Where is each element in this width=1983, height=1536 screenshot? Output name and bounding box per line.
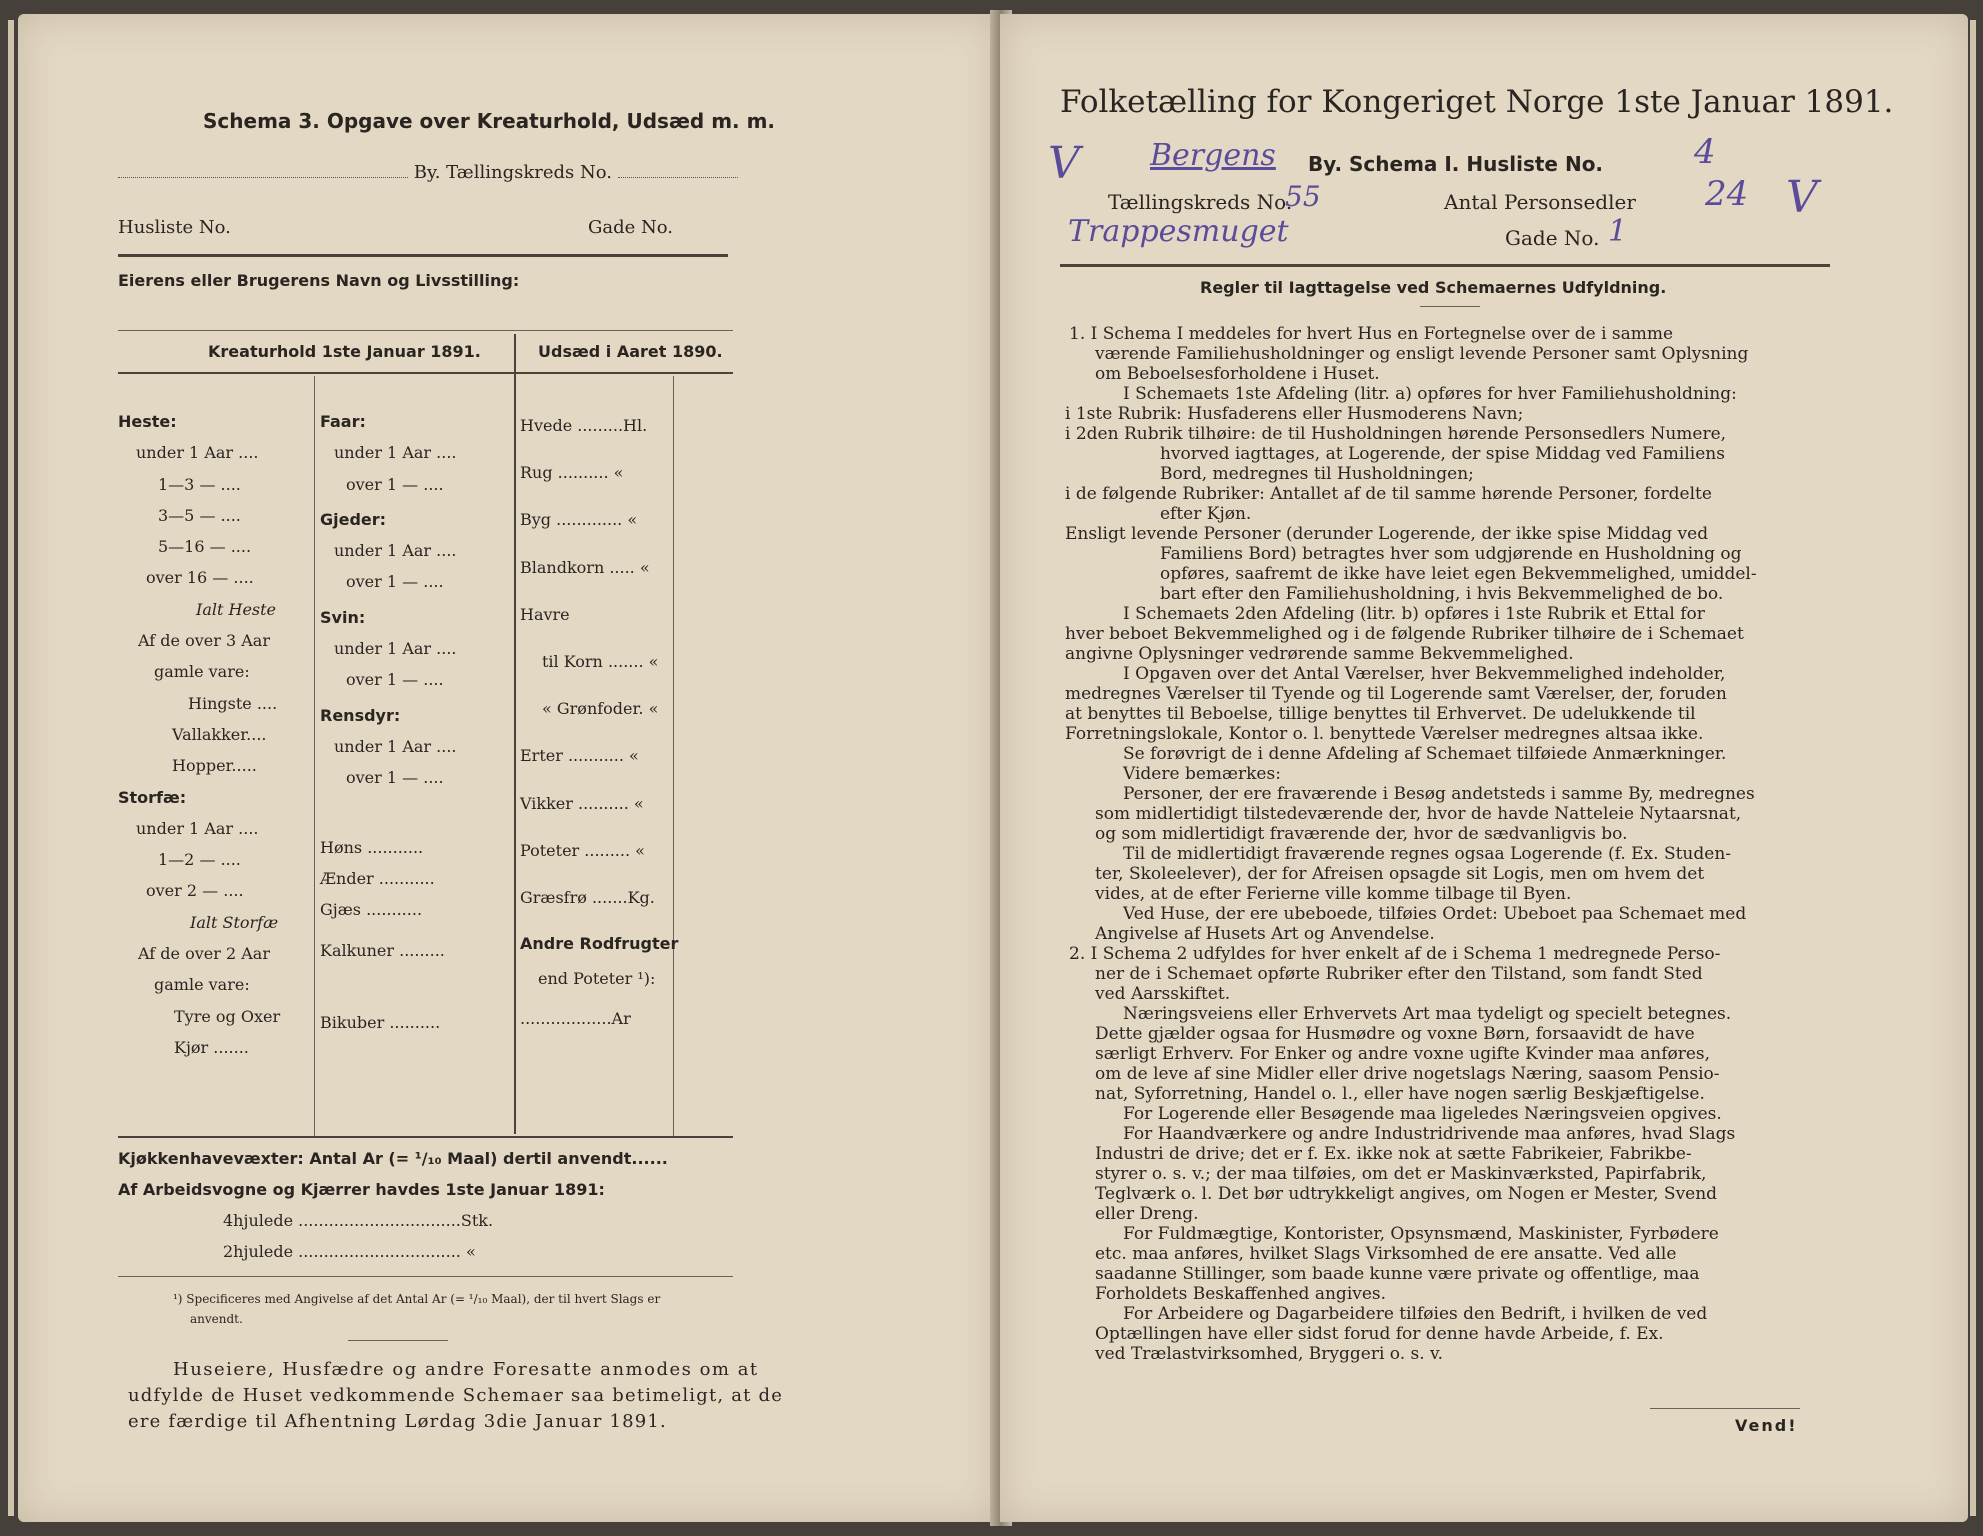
kreatur-column-1 <box>118 406 280 1063</box>
rule-line: I Opgaven over det Antal Værelser, hver Bekvemmelighed indeholder, <box>1123 664 1726 684</box>
rule-line: værende Familiehusholdninger og ensligt levende Personer samt Oplysning <box>1095 344 1749 364</box>
storfae-label: Storfæ: <box>118 787 187 807</box>
rule-line: eller Dreng. <box>1095 1204 1199 1224</box>
row-label: Høns ........... <box>320 837 424 857</box>
rule <box>118 1136 733 1138</box>
rules-text <box>1055 324 1835 1364</box>
kreatur-column-2 <box>320 406 457 1038</box>
rule-line: Forretningslokale, Kontor o. l. benyttede Værelser medregnes altsaa ikke. <box>1065 724 1704 744</box>
husliste-label: Husliste No. <box>118 217 231 238</box>
row-label: Byg ............. « <box>520 510 638 530</box>
handwritten-husliste-no: 4 <box>1694 132 1716 172</box>
ialt-heste: Ialt Heste <box>196 599 277 619</box>
handwritten-check-mark: V <box>1048 138 1080 189</box>
rule-line: Dette gjælder ogsaa for Husmødre og voxne Børn, forsaavidt de have <box>1095 1024 1695 1044</box>
page-edge <box>1970 20 1976 1516</box>
column-divider <box>314 376 315 1136</box>
rule-line: Ensligt levende Personer (derunder Logerende, der ikke spise Middag ved <box>1065 524 1709 544</box>
rule-line: i de følgende Rubriker: Antallet af de til samme hørende Personer, fordelte <box>1065 484 1712 504</box>
row-label: over 1 — .... <box>346 572 444 592</box>
rule-line: Optællingen have eller sidst forud for denne havde Arbeide, f. Ex. <box>1095 1324 1664 1344</box>
rule-line: Angivelse af Husets Art og Anvendelse. <box>1095 924 1435 944</box>
rule-line: styrer o. s. v.; der maa tilføies, om det er Maskinværksted, Papirfabrik, <box>1095 1164 1707 1184</box>
rule <box>118 372 733 374</box>
row-label: 5—16 — .... <box>158 537 252 557</box>
row-label: Hopper..... <box>172 756 257 776</box>
row-label: Græsfrø .......Kg. <box>520 888 655 908</box>
rule-line: angivne Oplysninger vedrørende samme Bekvemmelighed. <box>1065 644 1574 664</box>
handwritten-gade-no: 1 <box>1608 214 1628 249</box>
right-page <box>1000 14 1968 1522</box>
spacer <box>320 967 457 1007</box>
kjokken-label: Kjøkkenhavevæxter: Antal Ar (= ¹/₁₀ Maal) dertil anvendt...... <box>118 1149 668 1168</box>
rule-line: opføres, saafremt de ikke have leiet egen Bekvemmelighed, umiddel- <box>1160 564 1757 584</box>
row-label: Af de over 2 Aar <box>138 944 270 964</box>
rule-line: I Schemaets 1ste Afdeling (litr. a) opføres for hver Familiehusholdning: <box>1123 384 1737 404</box>
row-label: Ænder ........... <box>320 868 435 888</box>
faar-label: Faar: <box>320 412 366 431</box>
rule-line: Industri de drive; det er f. Ex. ikke nok at sætte Fabrikeier, Fabrikbe- <box>1095 1144 1692 1164</box>
row-label: over 1 — .... <box>346 474 444 494</box>
handwritten-city: Bergens <box>1150 138 1276 173</box>
rule-line: ter, Skoleelever), der for Afreisen opsagde sit Logis, men om hvem det <box>1095 864 1705 884</box>
row-label: over 1 — .... <box>346 670 444 690</box>
rule-line: Ved Huse, der ere ubeboede, tilføies Ordet: Ubeboet paa Schemaet med <box>1123 904 1747 924</box>
rensdyr-label: Rensdyr: <box>320 705 401 725</box>
rule-line: For Arbeidere og Dagarbeidere tilføies den Bedrift, i hvilken de ved <box>1123 1304 1708 1324</box>
svin-label: Svin: <box>320 607 366 627</box>
rule-line: at benyttes til Beboelse, tillige benyttes til Erhvervet. De udelukkende til <box>1065 704 1696 724</box>
footnote-cont: anvendt. <box>190 1312 243 1326</box>
handwritten-check-mark: V <box>1786 172 1818 223</box>
row-label: under 1 Aar .... <box>334 443 457 463</box>
rule-line: i 2den Rubrik tilhøire: de til Husholdningen hørende Personsedlers Numere, <box>1065 424 1727 444</box>
rule-line: 2. I Schema 2 udfyldes for hver enkelt af de i Schema 1 medregnede Perso- <box>1069 944 1721 964</box>
vend-label: Vend! <box>1735 1416 1798 1435</box>
antal-label: Antal Personsedler <box>1444 190 1636 214</box>
gade-label: Gade No. <box>588 217 673 238</box>
hjul2-label: 2hjulede ................................ « <box>223 1242 476 1261</box>
row-label: end Poteter ¹): <box>538 969 656 989</box>
rule <box>1650 1408 1800 1409</box>
row-label: Rug .......... « <box>520 463 624 483</box>
rule-line: Forholdets Beskaffenhed angives. <box>1095 1284 1387 1304</box>
row-label: Andre Rodfrugter <box>520 934 679 954</box>
row-label: Blandkorn ..... « <box>520 557 650 577</box>
arbeid-label: Af Arbeidsvogne og Kjærrer havdes 1ste Januar 1891: <box>118 1180 605 1199</box>
row-label: Havre <box>520 604 570 624</box>
rule <box>118 1276 733 1277</box>
rule-line: Teglværk o. l. Det bør udtrykkeligt angives, om Nogen er Mester, Svend <box>1095 1184 1718 1204</box>
gjeder-label: Gjeder: <box>320 509 387 529</box>
rule-line: om Beboelsesforholdene i Huset. <box>1095 364 1380 384</box>
row-label: Tyre og Oxer <box>174 1006 281 1026</box>
rule <box>348 1340 448 1341</box>
rule-line: i 1ste Rubrik: Husfaderens eller Husmoderens Navn; <box>1065 404 1524 424</box>
rule-line: hver beboet Bekvemmelighed og i de følgende Rubriker tilhøire de i Schemaet <box>1065 624 1744 644</box>
row-label: under 1 Aar .... <box>334 736 457 756</box>
row-label: Af de over 3 Aar <box>138 631 270 651</box>
hjul4-label: 4hjulede ................................Stk. <box>223 1211 494 1230</box>
row-label: ..................Ar <box>520 1009 631 1029</box>
row-label: Vikker .......... « <box>520 793 644 813</box>
rule-line: vides, at de efter Ferierne ville komme tilbage til Byen. <box>1095 884 1572 904</box>
udsaed-column <box>520 402 678 1039</box>
rule-line: 1. I Schema I meddeles for hvert Hus en Fortegnelse over de i samme <box>1069 324 1674 344</box>
rule-line: ved Aarsskiftet. <box>1095 984 1231 1004</box>
rule-line: ner de i Schemaet opførte Rubriker efter den Tilstand, som fandt Sted <box>1095 964 1703 984</box>
rule <box>1060 264 1830 267</box>
row-label: gamle vare: <box>154 975 250 995</box>
row-label: under 1 Aar .... <box>334 639 457 659</box>
spacer <box>320 794 457 822</box>
row-label: Hingste .... <box>188 693 278 713</box>
rule-line: bart efter den Familiehusholdning, i hvis Bekvemmelighed de bo. <box>1160 584 1724 604</box>
rule-line: nat, Syforretning, Handel o. l., eller have nogen særlig Beskjæftigelse. <box>1095 1084 1705 1104</box>
row-label: Poteter ......... « <box>520 840 645 860</box>
left-page <box>18 14 998 1522</box>
page-edge <box>8 20 14 1516</box>
closing-line-1: Huseiere, Husfædre og andre Foresatte anmodes om at <box>173 1359 759 1380</box>
rule <box>118 330 733 331</box>
row-label: over 2 — .... <box>146 881 244 901</box>
row-label: Erter ........... « <box>520 746 639 766</box>
heste-label: Heste: <box>118 412 177 431</box>
by-schema-label: By. Schema I. Husliste No. <box>1308 152 1604 176</box>
rule-line: og som midlertidigt fraværende der, hvor de sædvanligvis bo. <box>1095 824 1628 844</box>
row-label: Vallakker.... <box>172 724 267 744</box>
rule-line: For Fuldmægtige, Kontorister, Opsynsmænd, Maskinister, Fyrbødere <box>1123 1224 1719 1244</box>
handwritten-antal: 24 <box>1705 174 1749 214</box>
row-label: under 1 Aar .... <box>136 818 259 838</box>
regler-heading: Regler til Iagttagelse ved Schemaernes Udfyldning. <box>1200 278 1667 297</box>
row-label: over 16 — .... <box>146 568 254 588</box>
rule-line: For Logerende eller Besøgende maa ligeledes Næringsveien opgives. <box>1123 1104 1722 1124</box>
row-label: over 1 — .... <box>346 768 444 788</box>
row-label: 1—2 — .... <box>158 850 241 870</box>
kreds-label: Tællingskreds No. <box>1108 190 1293 214</box>
rule-line: ved Trælastvirksomhed, Bryggeri o. s. v. <box>1095 1344 1444 1364</box>
row-label: gamle vare: <box>154 662 250 682</box>
rule <box>118 254 728 257</box>
row-label: Gjæs ........... <box>320 900 423 920</box>
rule-line: etc. maa anføres, hvilket Slags Virksomhed de ere ansatte. Ved alle <box>1095 1244 1677 1264</box>
row-label: Bikuber .......... <box>320 1012 441 1032</box>
census-title: Folketælling for Kongeriget Norge 1ste Januar 1891. <box>1060 84 1894 120</box>
rule-line: Næringsveiens eller Erhvervets Art maa tydeligt og specielt betegnes. <box>1123 1004 1732 1024</box>
rule-line: om de leve af sine Midler eller drive nogetslags Næring, saasom Pensio- <box>1095 1064 1720 1084</box>
row-label: Hvede .........Hl. <box>520 416 648 435</box>
rule-line: medregnes Værelser til Tyende og til Logerende samt Værelser, der, foruden <box>1065 684 1727 704</box>
row-label: til Korn ....... « <box>542 652 659 672</box>
gade-label: Gade No. <box>1505 226 1600 250</box>
ialt-storfae: Ialt Storfæ <box>190 912 279 932</box>
column-divider <box>514 334 516 1134</box>
row-label: « Grønfoder. « <box>542 699 659 719</box>
row-label: under 1 Aar .... <box>334 541 457 561</box>
row-label: Kalkuner ......... <box>320 941 445 961</box>
rule-line: Personer, der ere fraværende i Besøg andetsteds i samme By, medregnes <box>1123 784 1755 804</box>
rule-line: Familiens Bord) betragtes hver som udgjørende en Husholdning og <box>1160 544 1742 564</box>
rule <box>1420 306 1480 307</box>
eier-label: Eierens eller Brugerens Navn og Livsstilling: <box>118 271 520 290</box>
row-label: 1—3 — .... <box>158 474 241 494</box>
rule-line: som midlertidigt tilstedeværende der, hvor de havde Natteleie Nytaarsnat, <box>1095 804 1742 824</box>
kreatur-heading: Kreaturhold 1ste Januar 1891. <box>208 342 481 361</box>
rule-line: Til de midlertidigt fraværende regnes ogsaa Logerende (f. Ex. Studen- <box>1123 844 1732 864</box>
rule-line: hvorved iagttages, at Logerende, der spise Middag ved Familiens <box>1160 444 1725 464</box>
rule-line: I Schemaets 2den Afdeling (litr. b) opføres i 1ste Rubrik et Ettal for <box>1123 604 1705 624</box>
closing-line-2: udfylde de Huset vedkommende Schemaer saa betimeligt, at de <box>128 1385 784 1406</box>
handwritten-kreds-no: 55 <box>1285 180 1321 213</box>
udsaed-heading: Udsæd i Aaret 1890. <box>538 342 723 361</box>
rule-line: Bord, medregnes til Husholdningen; <box>1160 464 1474 484</box>
rule-line: saadanne Stillinger, som baade kunne være private og offentlige, maa <box>1095 1264 1700 1284</box>
rule-line: Videre bemærkes: <box>1123 764 1281 784</box>
rule-line: For Haandværkere og andre Industridrivende maa anføres, hvad Slags <box>1123 1124 1736 1144</box>
footnote: ¹) Specificeres med Angivelse af det Antal Ar (= ¹/₁₀ Maal), der til hvert Slags er <box>173 1292 661 1306</box>
closing-line-3: ere færdige til Afhentning Lørdag 3die Januar 1891. <box>128 1411 667 1432</box>
rule-line: Se forøvrigt de i denne Afdeling af Schemaet tilføiede Anmærkninger. <box>1123 744 1727 764</box>
rule-line: efter Kjøn. <box>1160 504 1252 524</box>
by-line: By. Tællingskreds No. <box>118 162 728 183</box>
row-label: Kjør ....... <box>174 1037 249 1057</box>
schema3-title: Schema 3. Opgave over Kreaturhold, Udsæd m. m. <box>203 109 776 133</box>
handwritten-street: Trappesmuget <box>1068 214 1289 249</box>
rule-line: særligt Erhverv. For Enker og andre voxne ugifte Kvinder maa anføres, <box>1095 1044 1711 1064</box>
row-label: 3—5 — .... <box>158 505 241 525</box>
row-label: under 1 Aar .... <box>136 443 259 463</box>
